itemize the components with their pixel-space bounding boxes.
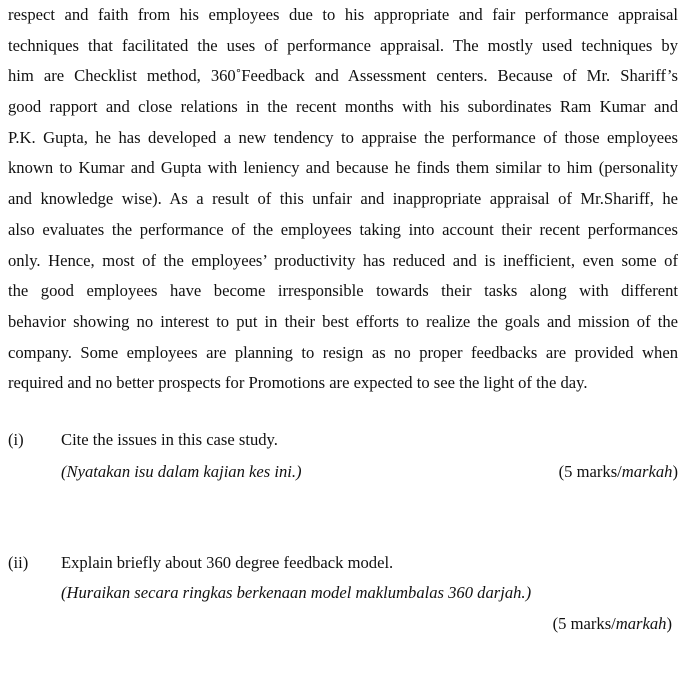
passage-line: also evaluates the performance of the employees taking into account their recent performances [8, 219, 678, 239]
passage-line: only. Hence, most of the employees’ productivity has reduced and is inefficient, even some of [8, 250, 678, 270]
passage-line: techniques that facilitated the uses of performance appraisal. The mostly used techniques by [8, 35, 678, 55]
passage-line: P.K. Gupta, he has developed a new tendency to appraise the performance of those employees [8, 127, 678, 147]
marks-prefix: (5 marks/ [558, 462, 622, 481]
passage-line: good rapport and close relations in the recent months with his subordinates Ram Kumar and [8, 97, 678, 117]
marks-italic: markah [621, 462, 673, 481]
question-2 [8, 553, 678, 643]
question-number: (ii) [8, 553, 29, 572]
passage-line: behavior showing no interest to put in their best efforts to realize the goals and mission of the [8, 311, 678, 331]
question-translation: (Nyatakan isu dalam kajian kes ini.) [61, 462, 302, 481]
question-text: Explain briefly about 360 degree feedback model. [61, 553, 394, 572]
marks-suffix: ) [666, 614, 672, 633]
question-number: (i) [8, 430, 24, 449]
marks-label [553, 614, 672, 634]
question-text: Cite the issues in this case study. [61, 430, 278, 449]
passage-line: him are Checklist method, 360˚Feedback and Assessment centers. Because of Mr. Shariff’s [8, 66, 678, 86]
marks-italic: markah [615, 614, 667, 633]
marks-suffix: ) [672, 462, 678, 481]
marks-label [559, 462, 678, 482]
case-study-passage [8, 0, 678, 399]
question-translation: (Huraikan secara ringkas berkenaan model maklumbalas 360 darjah.) [61, 583, 532, 602]
passage-line: company. Some employees are planning to resign as no proper feedbacks are provided when [8, 342, 678, 362]
passage-line: known to Kumar and Gupta with leniency and because he finds them similar to him (personality [8, 158, 678, 178]
passage-line: the good employees have become irresponsible towards their tasks along with different [8, 281, 678, 301]
marks-prefix: (5 marks/ [552, 614, 616, 633]
passage-line: respect and faith from his employees due to his appropriate and fair performance appraisal [8, 5, 678, 24]
question-1 [8, 430, 678, 490]
passage-line: required and no better prospects for Promotions are expected to see the light of the day. [8, 373, 588, 393]
passage-line: and knowledge wise). As a result of this unfair and inappropriate appraisal of Mr.Shariff, he [8, 189, 678, 209]
